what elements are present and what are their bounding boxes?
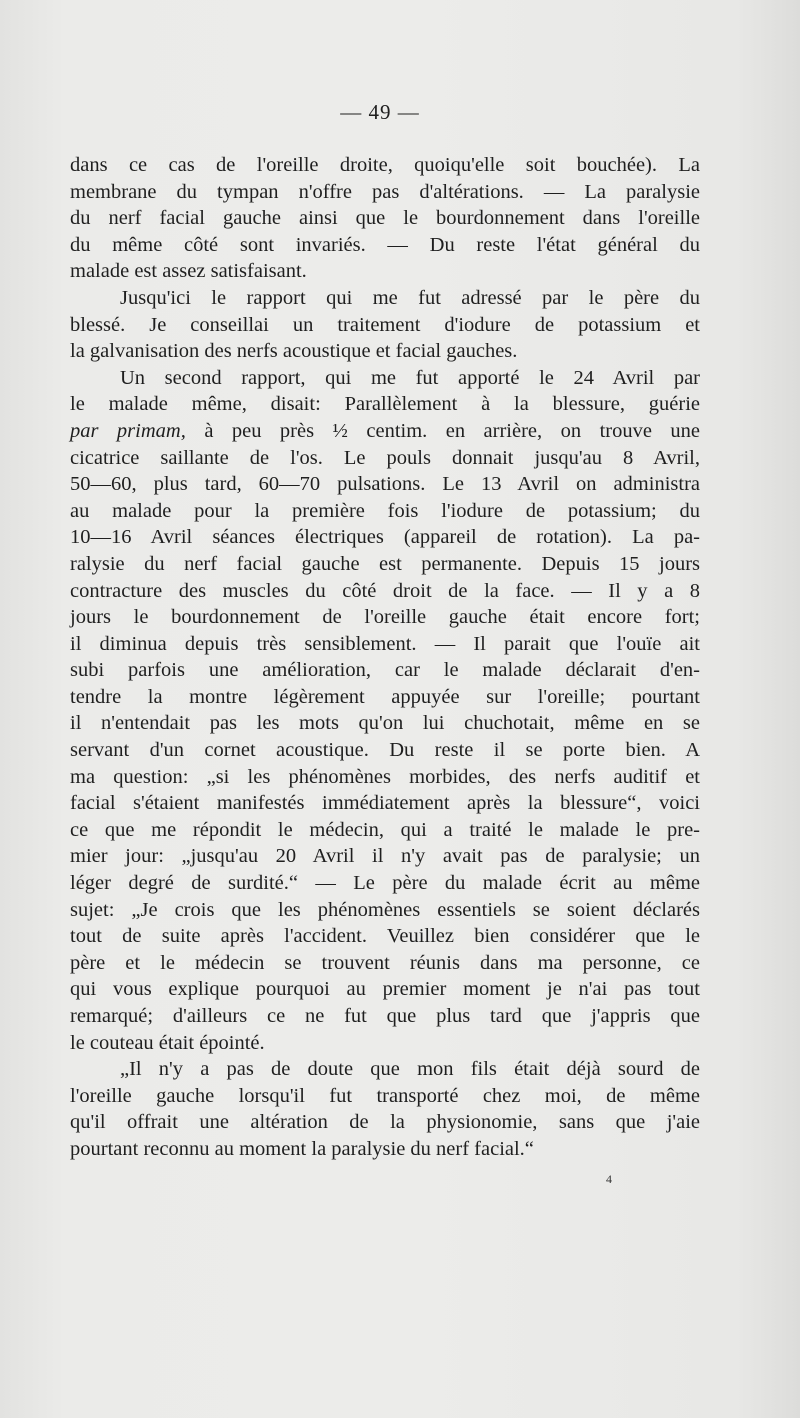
italic-phrase: par primam, <box>70 419 186 442</box>
text-line: l'oreille gauche lorsqu'il fut transporté chez moi, de même <box>70 1084 700 1107</box>
text-line: sujet: „Je crois que les phénomènes essentiels se soient déclarés <box>70 898 700 921</box>
text-line: qu'il offrait une altération de la physionomie, sans que j'aie <box>70 1111 700 1134</box>
text-line: tout de suite après l'accident. Veuillez bien considérer que le <box>70 925 700 948</box>
text-line: du nerf facial gauche ainsi que le bourdonnement dans l'oreille <box>70 207 700 230</box>
text-line: il diminua depuis très sensiblement. — Il parait que l'ouïe ait <box>70 632 700 655</box>
text-line: qui vous explique pourquoi au premier moment je n'ai pas tout <box>70 978 700 1001</box>
text-line: Un second rapport, qui me fut apporté le 24 Avril par <box>120 366 700 389</box>
text-line: il n'entendait pas les mots qu'on lui chuchotait, même en se <box>70 712 700 735</box>
text-line: membrane du tympan n'offre pas d'altérations. — La paralysie <box>70 180 700 203</box>
text-line: blessé. Je conseillai un traitement d'iodure de potassium et <box>70 313 700 336</box>
text-line: le malade même, disait: Parallèlement à la blessure, guérie <box>70 393 700 416</box>
body-text <box>70 152 700 1163</box>
text-line: tendre la montre légèrement appuyée sur l'oreille; pourtant <box>70 685 700 708</box>
text-line: dans ce cas de l'oreille droite, quoiqu'elle soit bouchée). La <box>70 154 700 176</box>
text-line: du même côté sont invariés. — Du reste l'état général du <box>70 233 700 256</box>
text-line: le couteau était épointé. <box>70 1031 265 1054</box>
text-run: à peu près ½ centim. en arrière, on trouve une <box>185 419 700 442</box>
signature-mark: 4 <box>606 1172 612 1186</box>
text-line: malade est assez satisfaisant. <box>70 260 307 283</box>
text-line: léger degré de surdité.“ — Le père du malade écrit au même <box>70 872 700 895</box>
text-line: 10—16 Avril séances électriques (appareil de rotation). La pa- <box>70 526 700 549</box>
text-line: ma question: „si les phénomènes morbides, des nerfs auditif et <box>70 765 700 788</box>
text-line: facial s'étaient manifestés immédiatement après la blessure“, voici <box>70 792 700 815</box>
text-line <box>70 418 700 445</box>
text-line: remarqué; d'ailleurs ce ne fut que plus tard que j'appris que <box>70 1005 700 1027</box>
text-line: Jusqu'ici le rapport qui me fut adressé par le père du <box>120 286 700 309</box>
page-number: — 49 — <box>340 100 420 124</box>
text-line: ralysie du nerf facial gauche est permanente. Depuis 15 jours <box>70 552 700 575</box>
text-line: ce que me répondit le médecin, qui a traité le malade le pre- <box>70 818 700 841</box>
text-line: „Il n'y a pas de doute que mon fils était déjà sourd de <box>120 1058 700 1081</box>
text-line: mier jour: „jusqu'au 20 Avril il n'y avait pas de paralysie; un <box>70 845 700 868</box>
text-line: cicatrice saillante de l'os. Le pouls donnait jusqu'au 8 Avril, <box>70 446 700 469</box>
text-line: pourtant reconnu au moment la paralysie du nerf facial.“ <box>70 1137 534 1160</box>
text-line: servant d'un cornet acoustique. Du reste il se porte bien. A <box>70 739 700 762</box>
text-line: jours le bourdonnement de l'oreille gauche était encore fort; <box>70 606 700 629</box>
text-line: au malade pour la première fois l'iodure de potassium; du <box>70 499 700 522</box>
text-line: contracture des muscles du côté droit de la face. — Il y a 8 <box>70 579 700 602</box>
text-line: la galvanisation des nerfs acoustique et facial gauches. <box>70 340 518 363</box>
text-line: père et le médecin se trouvent réunis dans ma personne, ce <box>70 951 700 974</box>
text-line: subi parfois une amélioration, car le malade déclarait d'en- <box>70 659 700 682</box>
text-line: 50—60, plus tard, 60—70 pulsations. Le 13 Avril on administra <box>70 473 700 496</box>
